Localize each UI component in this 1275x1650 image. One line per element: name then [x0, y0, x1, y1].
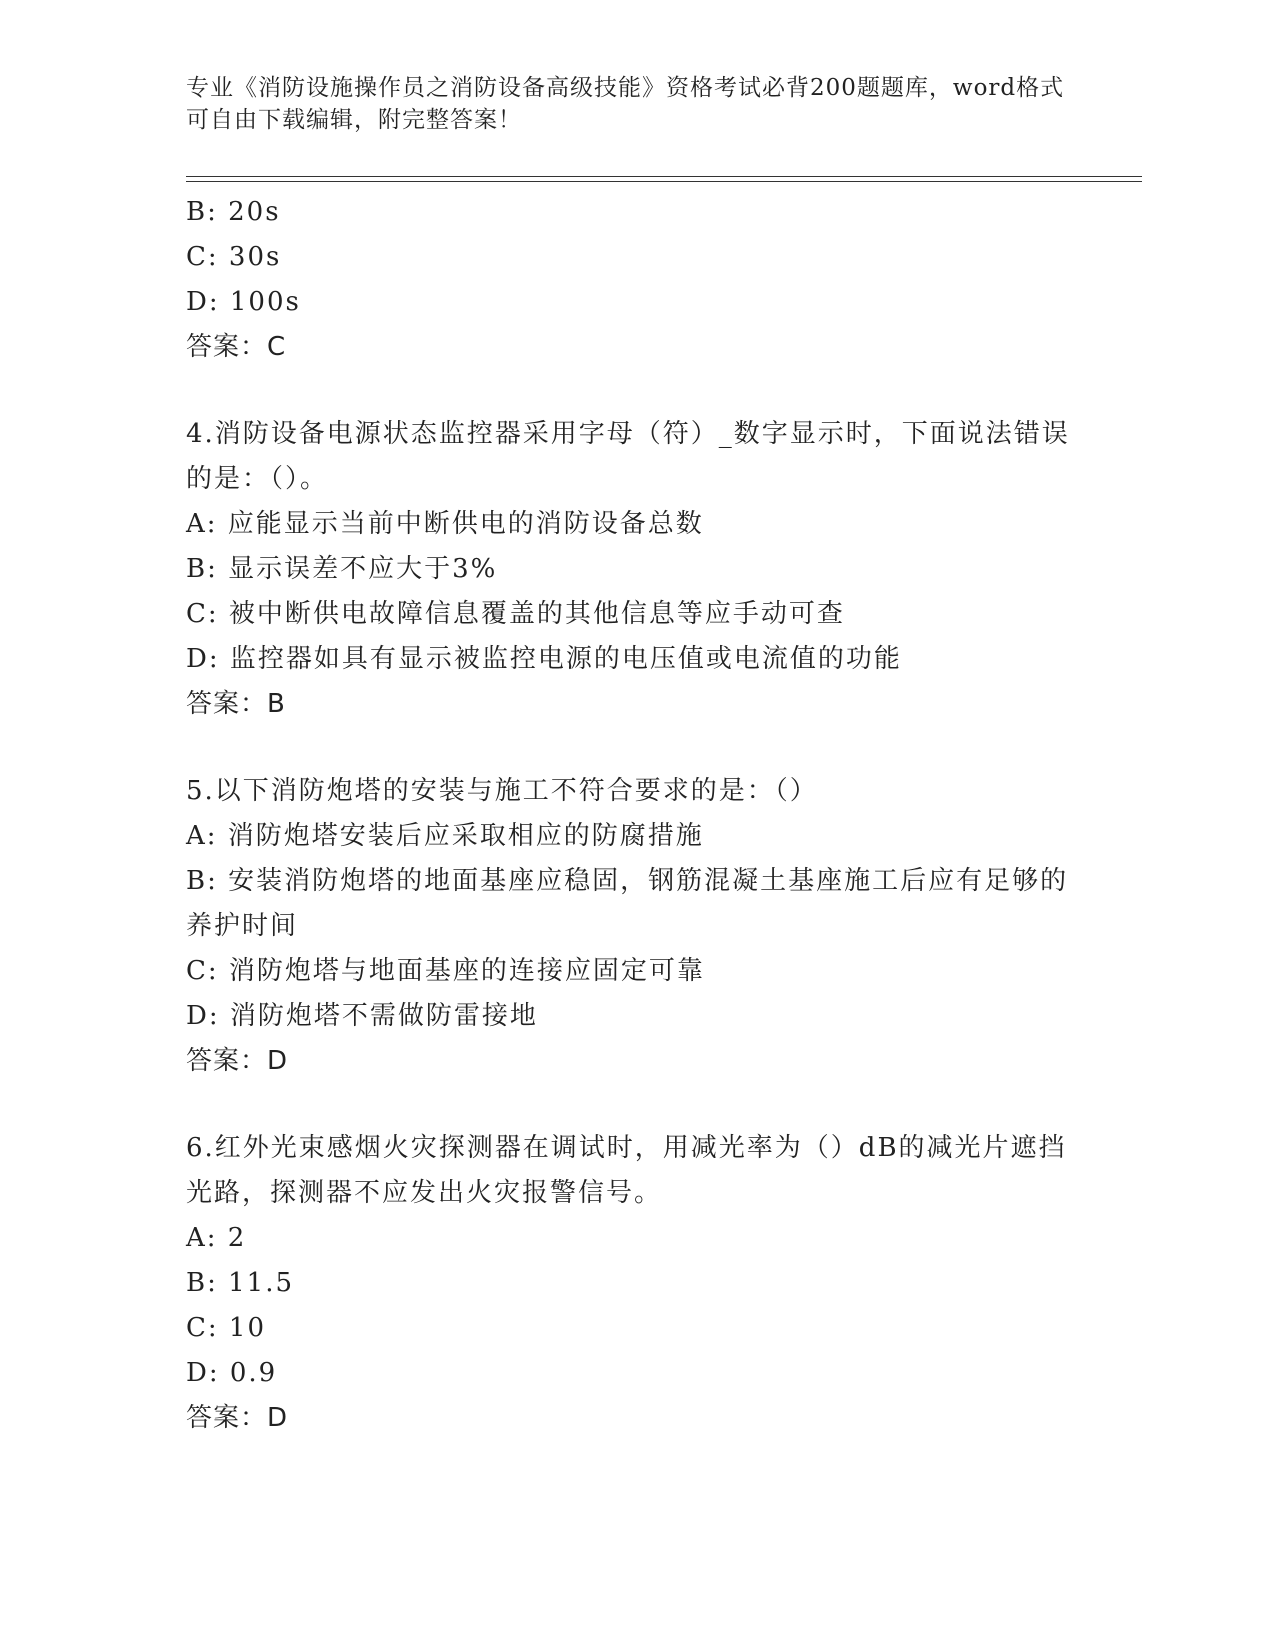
- question-3: [186, 190, 1086, 370]
- q6-option-d: D: 0.9: [186, 1358, 278, 1388]
- q6-question-text: 6.红外光束感烟火灾探测器在调试时，用减光率为（）dB的减光片遮挡光路，探测器不应发出火灾报警信号。: [186, 1133, 1067, 1208]
- q4-option-a: A: 应能显示当前中断供电的消防设备总数: [186, 509, 704, 539]
- q5-option-a: A: 消防炮塔安装后应采取相应的防腐措施: [186, 821, 704, 851]
- header-rule-top: [186, 176, 1142, 177]
- header-rule-bottom: [186, 181, 1142, 182]
- document-header: 专业《消防设施操作员之消防设备高级技能》资格考试必背200题题库，word格式可自由下载编辑，附完整答案！: [186, 75, 1065, 133]
- spacer: [186, 370, 1086, 412]
- q4-answer: 答案：B: [186, 689, 286, 719]
- q4-option-d: D: 监控器如具有显示被监控电源的电压值或电流值的功能: [186, 644, 902, 674]
- q6-option-a: A: 2: [186, 1223, 247, 1253]
- q3-option-d: D: 100s: [186, 287, 301, 317]
- q4-option-c: C: 被中断供电故障信息覆盖的其他信息等应手动可查: [186, 599, 845, 629]
- q4-question-text: 4.消防设备电源状态监控器采用字母（符）_数字显示时，下面说法错误的是：（）。: [186, 419, 1070, 494]
- question-5: [186, 769, 1086, 1084]
- spacer: [186, 727, 1086, 769]
- q3-answer: 答案：C: [186, 332, 287, 362]
- q3-option-c: C: 30s: [186, 242, 282, 272]
- question-4: [186, 412, 1086, 727]
- spacer: [186, 1084, 1086, 1126]
- q5-option-d: D: 消防炮塔不需做防雷接地: [186, 1001, 538, 1031]
- q5-option-c: C: 消防炮塔与地面基座的连接应固定可靠: [186, 956, 705, 986]
- q5-option-b: B: 安装消防炮塔的地面基座应稳固，钢筋混凝土基座施工后应有足够的养护时间: [186, 866, 1069, 941]
- q3-option-b: B: 20s: [186, 197, 281, 227]
- q4-option-b: B: 显示误差不应大于3%: [186, 554, 498, 584]
- question-6: [186, 1126, 1086, 1441]
- q6-answer: 答案：D: [186, 1403, 289, 1433]
- q5-answer: 答案：D: [186, 1046, 289, 1076]
- q6-option-b: B: 11.5: [186, 1268, 295, 1298]
- question-list: [186, 190, 1086, 1441]
- q6-option-c: C: 10: [186, 1313, 267, 1343]
- q5-question-text: 5.以下消防炮塔的安装与施工不符合要求的是：（）: [186, 776, 818, 806]
